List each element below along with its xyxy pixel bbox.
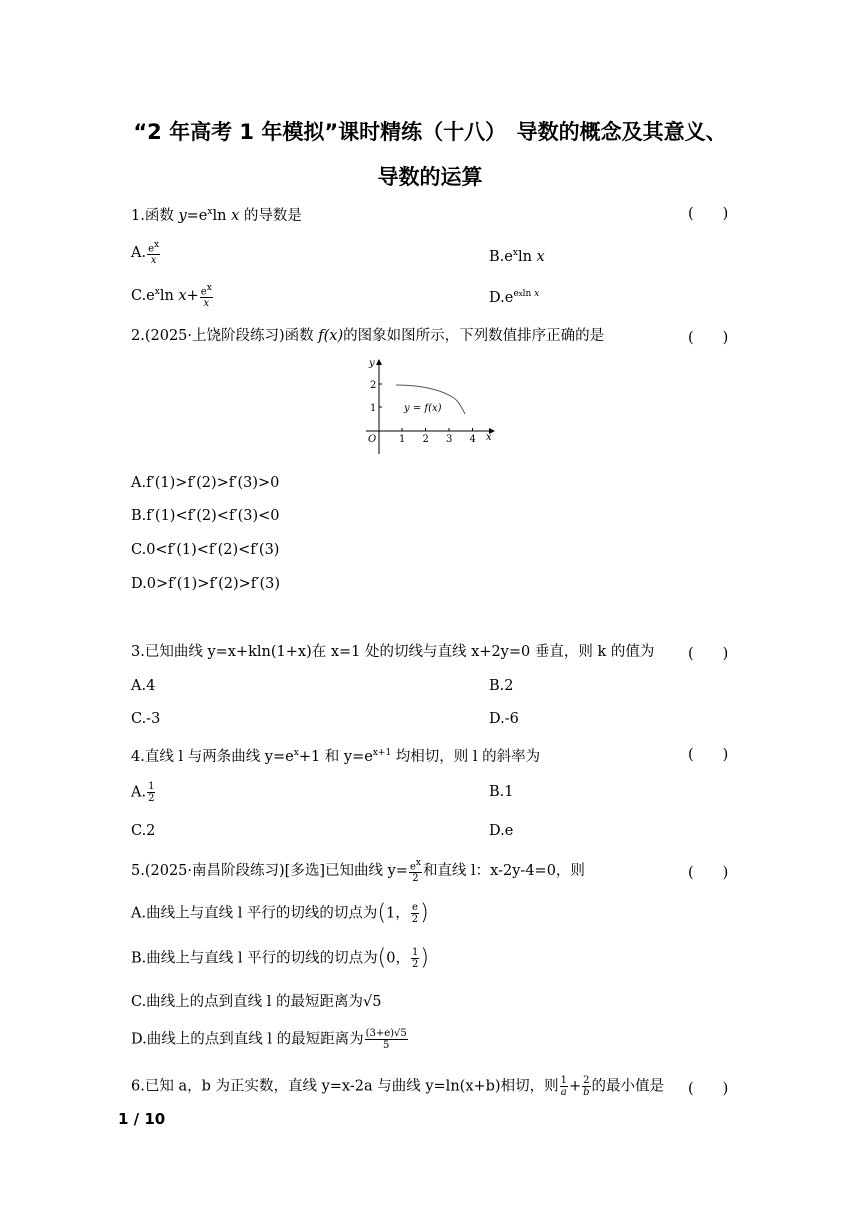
question-3-option-d: D.-6 <box>489 711 519 727</box>
y-axis-label: y <box>369 358 375 369</box>
answer-bracket: ( ) <box>688 865 729 881</box>
page-title-line1: “2 年高考 1 年模拟”课时精练（十八） 导数的概念及其意义、 <box>133 120 727 144</box>
question-3-option-c: C.-3 <box>131 711 161 727</box>
function-graph <box>362 354 502 458</box>
question-5-option-c: C.曲线上的点到直线 l 的最短距离为√5 <box>131 994 382 1010</box>
question-5-option-b: B.曲线上与直线 l 平行的切线的切点为(0， $\frac{1}{2}$ ) <box>131 945 429 971</box>
question-2-option-a: A.f′(1)>f′(2)>f′(3)>0 <box>131 475 280 491</box>
page-number: 1 / 10 <box>118 1110 166 1128</box>
question-4-option-a: A. $\frac{1}{2}$ <box>131 781 155 804</box>
x-tick-label: 2 <box>422 434 429 445</box>
answer-bracket: ( ) <box>688 206 729 222</box>
page-title-line2: 导数的运算 <box>377 165 483 189</box>
question-1-option-c: $C.e^x\ln$ x+ $\frac{ex}{x}$ <box>131 282 212 309</box>
question-2-option-b: B.f′(1)<f′(2)<f′(3)<0 <box>131 508 280 524</box>
question-5-stem: 5.(2025·南昌阶段练习)[多选]已知曲线 y= $\frac{ex}{2}$ 和直线 l：x-2y-4=0，则 <box>131 858 585 885</box>
question-5-option-a: A.曲线上与直线 l 平行的切线的切点为(1， $\frac{e}{2}$ ) <box>131 900 429 926</box>
question-4-option-b: B.1 <box>489 784 514 800</box>
question-1-option-a: A. $\frac{ex}{x}$ <box>131 240 160 267</box>
question-2-option-d: D.0>f′(1)>f′(2)>f′(3) <box>131 576 280 592</box>
question-3-stem: 3.已知曲线 y=x+kln(1+x)在 x=1 处的切线与直线 x+2y=0 垂直，则 k 的值为 <box>131 644 655 660</box>
question-3-option-b: B.2 <box>489 678 514 694</box>
x-tick-label: 3 <box>446 434 453 445</box>
question-4-stem: 4.直线 l 与两条曲线 $y=e^x+1$ 和 $y=e^{x+1}$ 均相切，则 l 的斜率为 <box>131 748 541 765</box>
y-tick-label: 2 <box>370 380 377 391</box>
answer-bracket: ( ) <box>688 330 729 346</box>
y-tick-label: 1 <box>370 403 377 414</box>
answer-bracket: ( ) <box>688 747 729 763</box>
question-1-stem: 1.函数 $y=e^x\ln$ x 的导数是 <box>131 207 302 224</box>
question-1-option-b: $B.e^x\ln$ x <box>489 248 545 265</box>
origin-label: O <box>368 434 377 445</box>
x-tick-label: 1 <box>399 434 406 445</box>
x-tick-label: 4 <box>469 434 476 445</box>
question-6-stem: 6.已知 a，b 为正实数，直线 y=x-2a 与曲线 y=ln(x+b)相切，则 $\frac{1}{a}$ + $\frac{2}{b}$ 的最小值是 <box>131 1075 665 1098</box>
curve-label: y = f(x) <box>404 403 442 414</box>
answer-bracket: ( ) <box>688 646 729 662</box>
x-axis-label: x <box>486 432 492 443</box>
question-4-option-d: D.e <box>489 823 514 839</box>
question-4-option-c: C.2 <box>131 823 156 839</box>
question-1-option-d: $D.e^{exln x}$ <box>489 289 540 306</box>
question-3-option-a: A.4 <box>131 678 156 694</box>
question-2-option-c: C.0<f′(1)<f′(2)<f′(3) <box>131 542 280 558</box>
question-5-option-d: D.曲线上的点到直线 l 的最短距离为 $\frac{(3+e)√5}{5}$ <box>131 1028 407 1051</box>
answer-bracket: ( ) <box>688 1081 729 1097</box>
question-2-stem: 2.(2025·上饶阶段练习)函数 f(x)的图象如图所示，下列数值排序正确的是 <box>131 328 605 344</box>
